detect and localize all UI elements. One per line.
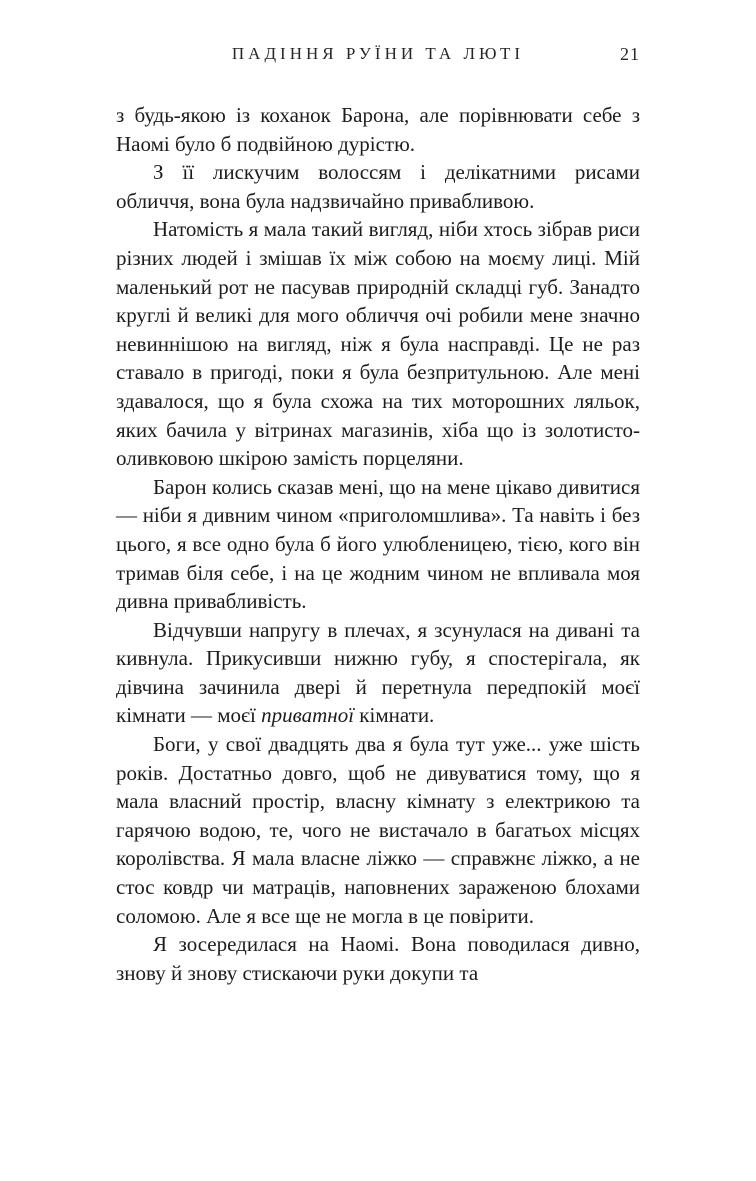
running-head-title: ПАДІННЯ РУЇНИ ТА ЛЮТІ bbox=[231, 44, 525, 63]
page-paragraph bbox=[116, 616, 640, 730]
page-paragraph bbox=[116, 930, 640, 987]
page-paragraph bbox=[116, 473, 640, 616]
text-segment: Натомість я мала такий вигляд, ніби хтось зібрав риси різних людей і змішав їх між собою на моєму лиці. Мій маленький рот не пасував природній складці губ. Занадто круглі й великі для мого обличчя очі робили мене значно невиннішою на вигляд, ніж я була насправді. Це не раз ставало в пригоді, поки я була безпритульною. Але мені здавалося, що я була схожа на тих моторошних ляльок, яких бачила у вітринах магазинів, хіба що із золотисто-оливковою шкірою замість порцеляни. bbox=[116, 217, 640, 471]
text-segment: Боги, у свої двадцять два я була тут уже... уже шість років. Достатньо довго, щоб не дивуватися тому, що я мала власний простір, власну кімнату з електрикою та гарячою водою, те, чого не вистачало в багатьох місцях королівства. Я мала власне ліжко — справжнє ліжко, а не стос ковдр чи матраців, наповнених зараженою блохами соломою. Але я все ще не могла в це повірити. bbox=[116, 732, 640, 928]
text-segment: з будь-якою із коханок Барона, але порівнювати себе з Наомі було б подвійною дурістю. bbox=[116, 103, 640, 156]
page-paragraph bbox=[116, 101, 640, 158]
page-number: 21 bbox=[620, 44, 640, 64]
text-segment: Відчувши напругу в плечах, я зсунулася на дивані та кивнула. Прикусивши нижню губу, я спостерігала, як дівчина зачинила двері й перетнула передпокій моєї кімнати — моєї bbox=[116, 617, 640, 728]
text-segment: З її лискучим волоссям і делікатними рисами обличчя, вона була надзвичайно привабливою. bbox=[116, 160, 640, 213]
page-paragraph bbox=[116, 215, 640, 472]
page-body bbox=[116, 101, 640, 987]
page-paragraph bbox=[116, 158, 640, 215]
text-segment: кімнати. bbox=[354, 703, 435, 728]
text-segment: Я зосередилася на Наомі. Вона поводилася дивно, знову й знову стискаючи руки докупи та bbox=[116, 932, 640, 985]
page-paragraph bbox=[116, 730, 640, 930]
italic-text-segment: приватної bbox=[261, 703, 355, 728]
text-segment: Барон колись сказав мені, що на мене цікаво дивитися — ніби я дивним чином «приголомшлива». Та навіть і без цього, я все одно була б його улюбленицею, тією, кого він тримав біля себе, і на це жодним чином не впливала моя дивна привабливість. bbox=[116, 474, 640, 614]
